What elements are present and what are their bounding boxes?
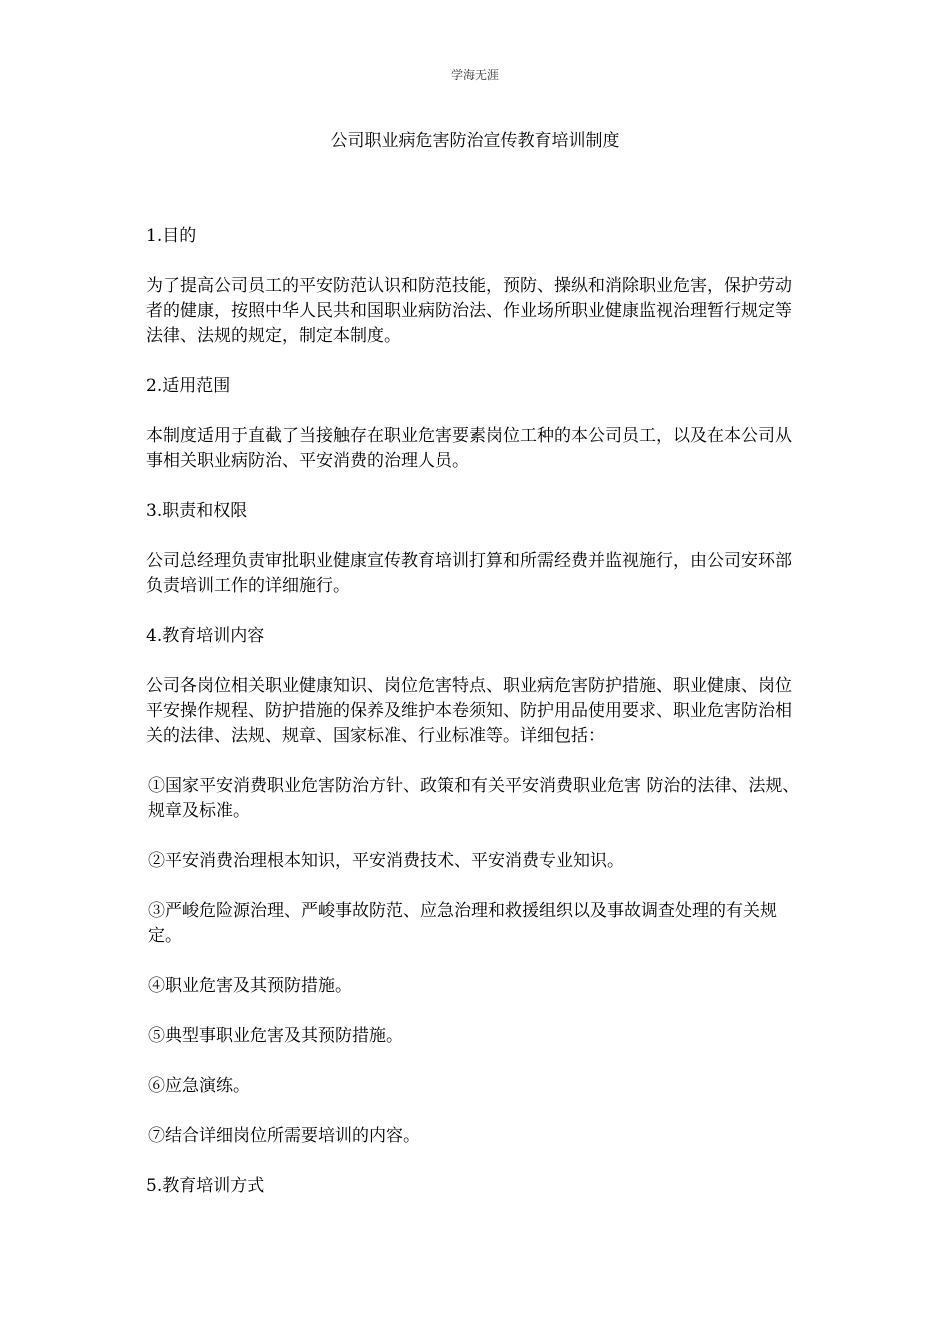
page-header: 学海无涯 <box>450 68 499 82</box>
list-item: ①国家平安消费职业危害防治方针、政策和有关平安消费职业危害 防治的法律、法规、规章及标准。 <box>148 776 800 821</box>
section-heading: 2.适用范围 <box>146 376 231 396</box>
paragraph: 公司各岗位相关职业健康知识、岗位危害特点、职业病危害防护措施、职业健康、岗位平安操作规程、防护措施的保养及维护本卷须知、防护用品使用要求、职业危害防治相关的法律、法规、规章、国家标准、行业标准等。详细包括： <box>146 676 792 746</box>
section-heading: 1.目的 <box>146 226 197 246</box>
paragraph: 为了提高公司员工的平安防范认识和防范技能，预防、操纵和消除职业危害，保护劳动者的健康，按照中华人民共和国职业病防治法、作业场所职业健康监视治理暂行规定等法律、法规的规定，制定本制度。 <box>146 276 792 346</box>
section-heading: 5.教育培训方式 <box>146 1176 265 1196</box>
list-item: ③严峻危险源治理、严峻事故防范、应急治理和救援组织以及事故调查处理的有关规定。 <box>148 901 777 946</box>
section-heading: 4.教育培训内容 <box>146 626 265 646</box>
paragraph: 本制度适用于直截了当接触存在职业危害要素岗位工种的本公司员工，以及在本公司从事相关职业病防治、平安消费的治理人员。 <box>146 426 792 471</box>
paragraph: 公司总经理负责审批职业健康宣传教育培训打算和所需经费并监视施行，由公司安环部负责培训工作的详细施行。 <box>146 551 792 596</box>
list-item: ⑦结合详细岗位所需要培训的内容。 <box>148 1126 420 1146</box>
section-heading: 3.职责和权限 <box>146 501 248 521</box>
list-item: ②平安消费治理根本知识，平安消费技术、平安消费专业知识。 <box>148 851 624 871</box>
list-item: ⑤典型事职业危害及其预防措施。 <box>148 1026 403 1046</box>
list-item: ⑥应急演练。 <box>148 1076 250 1096</box>
list-item: ④职业危害及其预防措施。 <box>148 976 352 996</box>
document-title: 公司职业病危害防治宣传教育培训制度 <box>330 131 620 151</box>
document-body <box>146 224 800 1224</box>
